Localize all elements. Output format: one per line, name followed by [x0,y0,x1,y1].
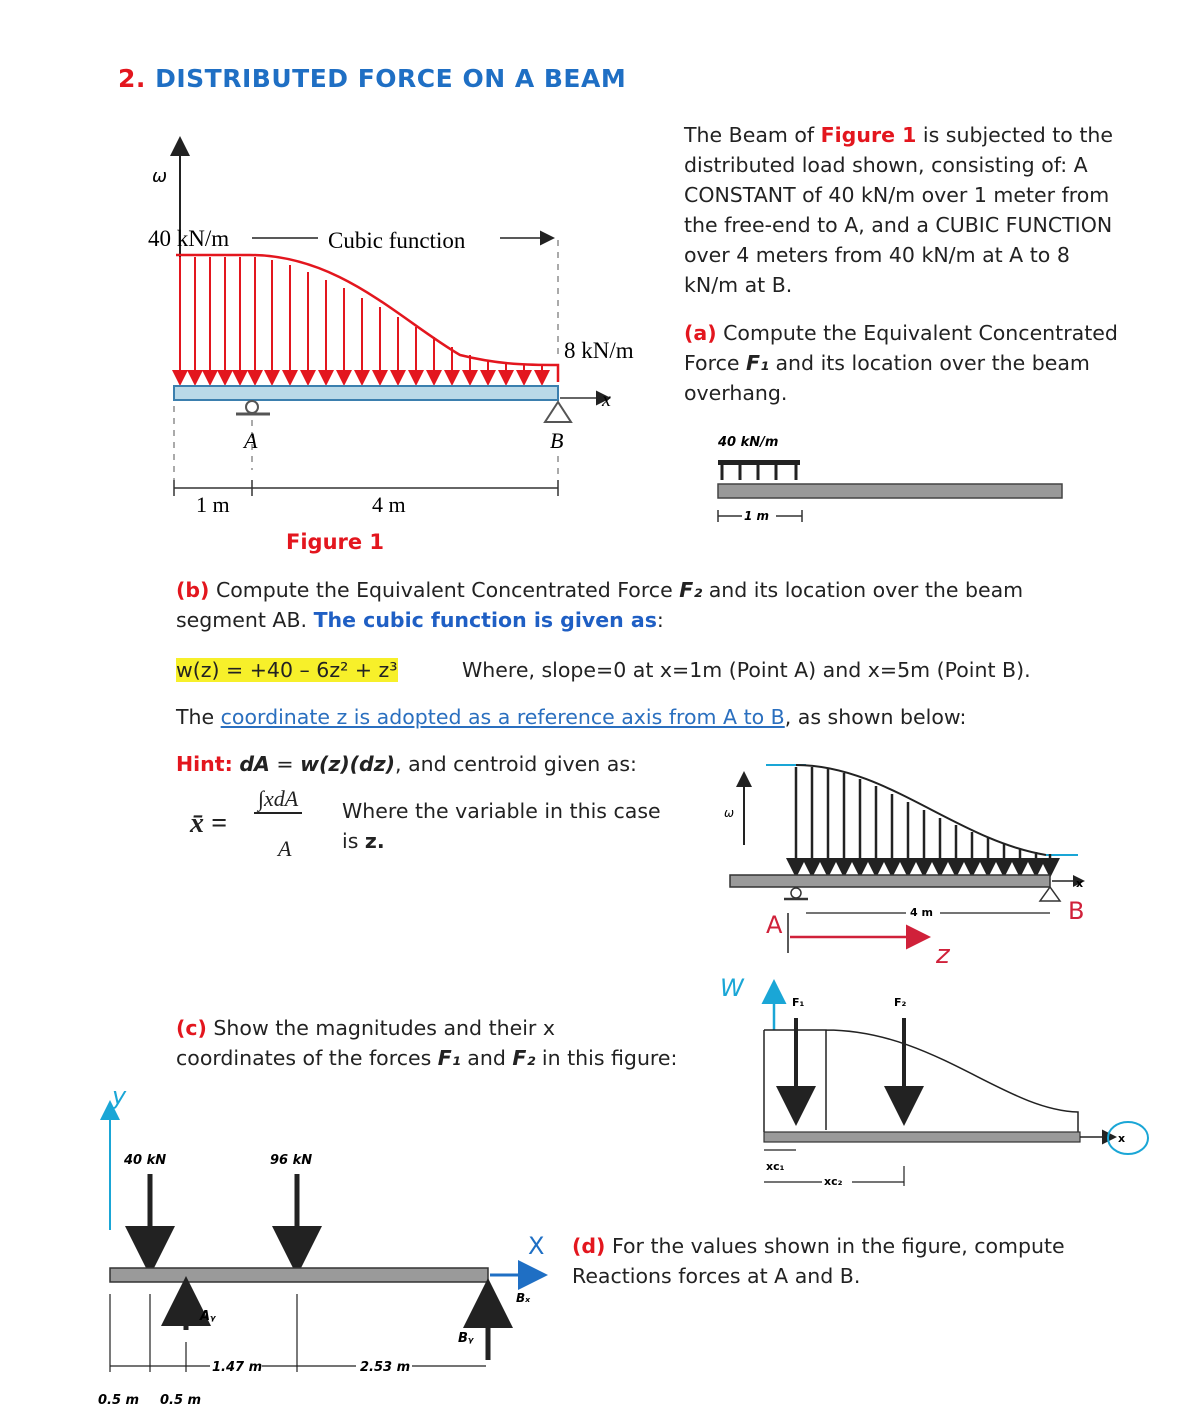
centroid-lhs: x̄ = [190,808,227,839]
part-a-tag: (a) [684,321,717,345]
dim-1m: 1 m [196,492,230,517]
part-d-tag: (d) [572,1234,606,1258]
svg-text:ω: ω [724,806,735,820]
slope-condition: Where, slope=0 at x=1m (Point A) and x=5m (Point B). [462,658,1031,682]
load-shape-c [764,1030,1078,1132]
hint-line: Hint: dA = w(z)(dz), and centroid given as: [176,752,637,776]
by-label: Bᵧ [458,1331,474,1346]
force-location-figure [714,970,1164,1195]
dim-0-5m-a: 0.5 m [98,1393,140,1408]
free-body-figure [94,1080,564,1415]
section-title [118,64,626,93]
z-axis-label: z [936,940,950,970]
dim-4m: 4 m [372,492,406,517]
section-title-text: DISTRIBUTED FORCE ON A BEAM [155,64,627,93]
f1-label-c: F₁ [792,996,805,1009]
equation-w: w(z) = +40 – 6z² + z³ [176,658,398,682]
figure-1-caption: Figure 1 [286,530,385,554]
section-number: 2. [118,64,146,93]
beam-c [764,1132,1080,1142]
ay-label: Aᵧ [200,1309,216,1324]
part-d-mark: X [528,1232,545,1260]
bx-label: Bₓ [516,1291,531,1305]
overhang-beam [718,484,1062,498]
y-axis-label-d: y [112,1082,127,1110]
dim-2-53m: 2.53 m [360,1360,411,1375]
overhang-figure [712,432,1072,522]
coordinate-link[interactable]: coordinate z is adopted as a reference axis from A to B [220,705,785,729]
w-label-c: W [720,974,744,1002]
figure-1-link: Figure 1 [820,123,917,147]
overhang-dim: 1 m [744,509,770,522]
load-left-label: 40 kN/m [148,226,230,251]
beam [174,386,558,400]
intro-paragraph: The Beam of Figure 1 is subjected to the distributed load shown, consisting of: A CONSTANT of 40 kN/m over 1 meter from the free-end to A, and a CUBIC FUNCTION over 4 meters from 40 kN/m at A to 8 kN/m at B. [684,123,1113,297]
load-curve [176,255,558,382]
dim-0-5m-b: 0.5 m [160,1393,202,1408]
point-a-label: A [244,428,258,453]
part-c: (c) Show the magnitudes and their x coordinates of the forces F₁ and F₂ in this figure: [176,1016,678,1070]
svg-text:x: x [1076,877,1084,890]
load-right-label: 8 kN/m [564,338,634,363]
cubic-curve [796,765,1046,855]
coordinate-note: The coordinate z is adopted as a reference axis from A to B, as shown below: [176,705,967,729]
centroid-numerator: ∫xdA [254,786,302,814]
beam-d [110,1268,488,1282]
load-arrows [180,257,542,382]
part-d: (d) For the values shown in the figure, compute Reactions forces at A and B. [572,1234,1065,1288]
cubic-equation [176,655,398,685]
z-point-a: A [766,911,783,939]
part-c-tag: (c) [176,1016,207,1040]
force-96kn: 96 kN [270,1153,313,1168]
point-b-label: B [550,428,564,453]
f2-label-c: F₂ [894,996,907,1009]
overhang-load-label: 40 kN/m [718,435,779,450]
support-b [545,402,571,422]
xc2-label: xᴄ₂ [824,1175,843,1188]
dim-1-47m: 1.47 m [212,1360,263,1375]
centroid-denominator: A [278,836,292,861]
xc1-label: xᴄ₁ [766,1160,785,1173]
part-b-tag: (b) [176,578,210,602]
svg-text:4 m: 4 m [910,906,933,919]
w-axis-label: ω [152,166,168,187]
cubic-function-label: Cubic function [328,228,466,253]
part-a: (a) Compute the Equivalent Concentrated Force F₁ and its location over the beam overhang. [684,321,1118,405]
force-40kn: 40 kN [124,1153,167,1168]
z-point-b: B [1068,897,1085,925]
figure-1 [140,120,670,560]
part-b: (b) Compute the Equivalent Concentrated Force F₂ and its location over the beam segment AB. The cubic function is given as: [176,578,1024,632]
z-coordinate-figure [716,755,1116,970]
svg-text:x: x [1118,1132,1126,1145]
z-beam [730,875,1050,887]
centroid-note: Where the variable in this case is z. [342,799,661,853]
x-axis-label: x [602,389,611,411]
